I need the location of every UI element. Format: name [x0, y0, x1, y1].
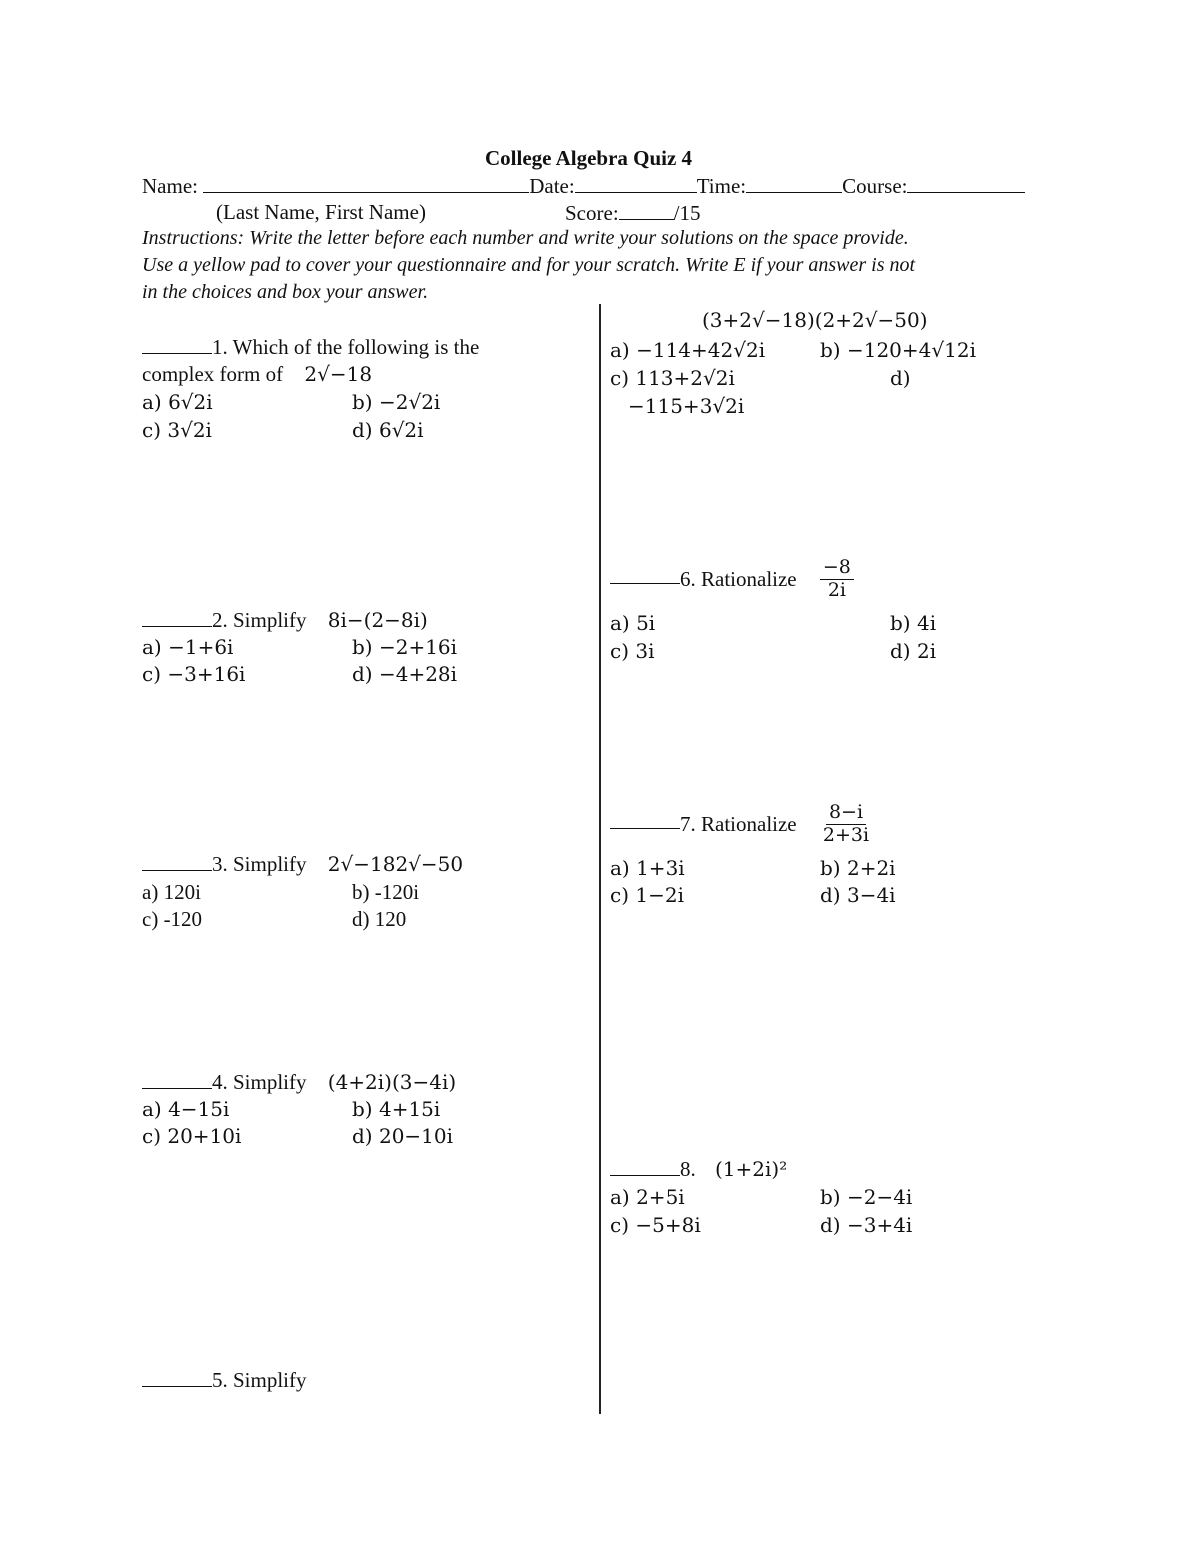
instructions-line-2: Use a yellow pad to cover your questionnaire and for your scratch. Write E if your answer is not [142, 254, 916, 276]
q1-choice-a: a) 6√2i [142, 390, 213, 414]
q8-choice-b: b) −2−4i [820, 1185, 913, 1209]
q3-choice-b: b) -120i [352, 880, 420, 904]
course-field[interactable] [907, 173, 1025, 193]
q7-denominator: 2+3i [822, 823, 870, 846]
q3-choice-d: d) 120 [352, 907, 407, 931]
page-title: College Algebra Quiz 4 [485, 146, 693, 170]
q7-choice-d: d) 3−4i [820, 883, 896, 907]
score-label: Score: [565, 201, 619, 225]
time-label: Time: [696, 174, 747, 198]
q6-choice-d: d) 2i [890, 639, 937, 663]
question-8-expr: (1+2i)² [715, 1157, 788, 1181]
question-2-expr: 8i−(2−8i) [327, 608, 428, 632]
date-field[interactable] [575, 173, 697, 193]
column-divider [599, 304, 601, 1414]
course-label: Course: [842, 174, 908, 198]
q3-choice-c: c) -120 [142, 907, 203, 931]
q2-choice-d: d) −4+28i [352, 662, 458, 686]
q1-choice-d: d) 6√2i [352, 418, 424, 442]
q5-choice-a: a) −114+42√2i [610, 338, 766, 362]
instructions-line-3: in the choices and box your answer. [142, 281, 429, 303]
q2-choice-c: c) −3+16i [142, 662, 246, 686]
time-field[interactable] [746, 173, 842, 193]
answer-blank-7[interactable] [610, 811, 680, 829]
q2-choice-b: b) −2+16i [352, 635, 458, 659]
name-label: Name: [142, 174, 198, 198]
answer-blank-5[interactable] [142, 1369, 212, 1387]
date-label: Date: [529, 174, 575, 198]
question-6-stem: 6. Rationalize $\frac{-8}{2i}$ [610, 557, 854, 602]
question-8-stem: 8. (1+2i)² [610, 1157, 787, 1182]
q1-choice-c: c) 3√2i [142, 418, 212, 442]
question-3-expr: 2√−182√−50 [327, 852, 464, 876]
q6-choice-a: a) 5i [610, 611, 656, 635]
q5-choice-d-value: −115+3√2i [628, 394, 745, 418]
q7-numerator: 8−i [826, 802, 866, 825]
question-6-fraction [820, 557, 854, 602]
question-7-fraction [820, 802, 872, 847]
question-5-expr: (3+2√−18)(2+2√−50) [702, 308, 928, 332]
q6-numerator: −8 [820, 557, 854, 580]
question-5-stem: 5. Simplify [142, 1368, 307, 1393]
answer-blank-2[interactable] [142, 609, 212, 627]
q4-choice-c: c) 20+10i [142, 1124, 242, 1148]
q5-choice-c: c) 113+2√2i [610, 366, 735, 390]
score-total: /15 [673, 201, 701, 225]
name-hint: (Last Name, First Name) [216, 200, 426, 224]
question-7-stem: 7. Rationalize $\frac{8-i}{2+3i}$ [610, 802, 872, 847]
q4-choice-d: d) 20−10i [352, 1124, 454, 1148]
score-field[interactable] [619, 200, 674, 220]
q5-choice-b: b) −120+4√12i [820, 338, 976, 362]
q6-choice-b: b) 4i [890, 611, 937, 635]
answer-blank-1[interactable] [142, 336, 212, 354]
answer-blank-8[interactable] [610, 1158, 680, 1176]
question-1-stem: 1. Which of the following is the [142, 335, 479, 360]
q2-choice-a: a) −1+6i [142, 635, 234, 659]
q7-choice-c: c) 1−2i [610, 883, 684, 907]
q6-denominator: 2i [827, 578, 846, 601]
q6-choice-c: c) 3i [610, 639, 655, 663]
q7-choice-b: b) 2+2i [820, 856, 896, 880]
q7-choice-a: a) 1+3i [610, 856, 685, 880]
answer-blank-3[interactable] [142, 853, 212, 871]
q4-choice-b: b) 4+15i [352, 1097, 441, 1121]
q8-choice-d: d) −3+4i [820, 1213, 913, 1237]
question-4-expr: (4+2i)(3−4i) [327, 1070, 457, 1094]
q8-choice-a: a) 2+5i [610, 1185, 685, 1209]
question-3-stem: 3. Simplify 2√−182√−50 [142, 852, 463, 877]
answer-blank-4[interactable] [142, 1071, 212, 1089]
instructions-line-1: Instructions: Write the letter before each number and write your solutions on the space provide. [142, 227, 909, 249]
q3-choice-a: a) 120i [142, 880, 201, 904]
q5-choice-d: d) [890, 366, 911, 390]
question-2-stem: 2. Simplify 8i−(2−8i) [142, 608, 428, 633]
name-field[interactable] [203, 173, 529, 193]
q1-choice-b: b) −2√2i [352, 390, 441, 414]
q8-choice-c: c) −5+8i [610, 1213, 701, 1237]
question-1-expr: 2√−18 [304, 362, 373, 386]
name-line [142, 173, 1025, 199]
score-line [565, 200, 701, 226]
answer-blank-6[interactable] [610, 566, 680, 584]
q4-choice-a: a) 4−15i [142, 1097, 230, 1121]
question-1-stem-b: complex form of 2√−18 [142, 362, 373, 386]
question-4-stem: 4. Simplify (4+2i)(3−4i) [142, 1070, 456, 1095]
